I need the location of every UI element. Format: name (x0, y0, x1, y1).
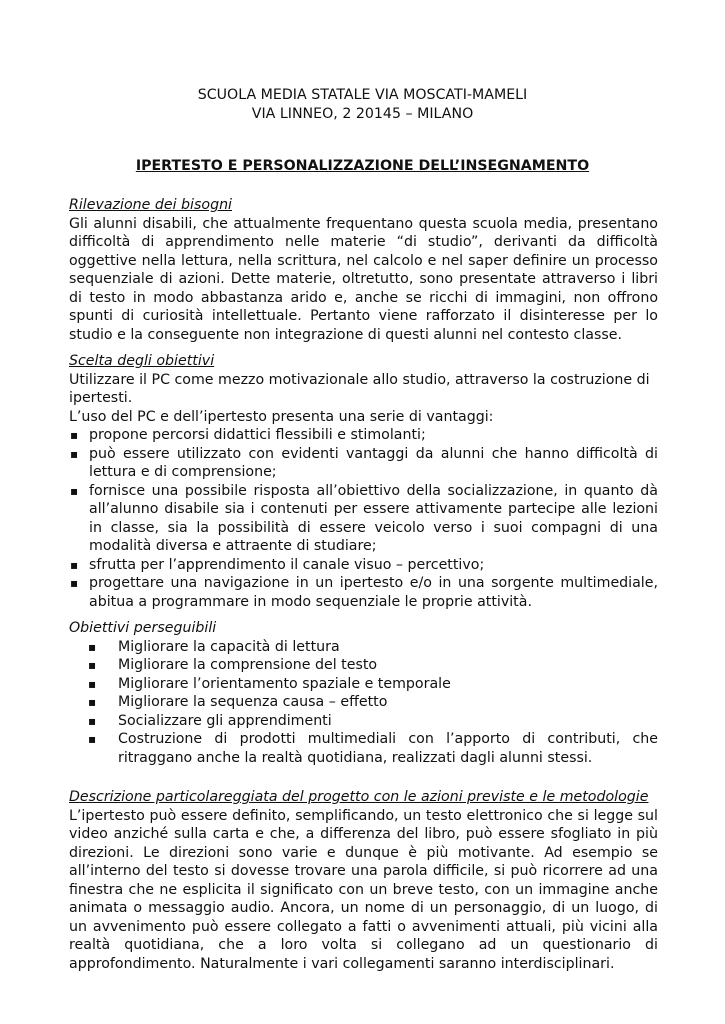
list-item: ▪ Migliorare la sequenza causa – effetto (88, 694, 388, 710)
section-heading: Rilevazione dei bisogni (69, 197, 233, 213)
paragraph: Utilizzare il PC come mezzo motivazionale allo studio, attraverso la costruzione di ipertesti. (69, 371, 650, 406)
school-header (0, 86, 725, 124)
bullet-square-icon: ▪ (88, 676, 97, 691)
section-scelta (69, 352, 658, 611)
list-item: ▪ può essere utilizzato con evidenti vantaggi da alunni che hanno difficoltà di lettura e di comprensione; (70, 445, 658, 480)
bullet-square-icon: ▪ (88, 695, 97, 709)
bullet-square-icon: ▪ (88, 713, 97, 728)
section-descrizione (69, 788, 658, 973)
bullet-square-icon: ▪ (70, 446, 79, 461)
section-heading: Obiettivi perseguibili (69, 620, 217, 636)
bullet-square-icon: ▪ (88, 732, 97, 746)
bullet-square-icon: ▪ (70, 557, 79, 572)
section-rilevazione (69, 196, 658, 344)
advantages-list (69, 426, 658, 611)
paragraph: L’ipertesto può essere definito, semplificando, un testo elettronico che si legge sul video anziché sulla carta e che, a differenza del libro, può essere sfogliato in più direzioni. Le direzioni sono varie e dunque è più motivante. Ad esempio se all’interno del testo si dovesse trovare una parola difficile, si può ricorrere ad una finestra che ne esplicita il significato con un breve testo, con un immagine anche animata o messaggio audio. Ancora, un nome di un personaggio, di un luogo, di un avvenimento può essere collegato a fatti o avvenimenti attuali, più vicini alla realtà quotidiana, che a loro volta si collegano ad un questionario di approfondimento. Naturalmente i vari collegamenti saranno interdisciplinari. (69, 807, 658, 972)
list-item: ▪ progettare una navigazione in un ipertesto e/o in una sorgente multimediale, abitua a programmare in modo sequenziale le proprie attività. (70, 575, 658, 610)
bullet-square-icon: ▪ (88, 658, 97, 672)
section-heading: Descrizione particolareggiata del progetto con le azioni previste e le metodologie (69, 789, 649, 805)
list-item: ▪ fornisce una possibile risposta all’obiettivo della socializzazione, in quanto dà all’alunno disabile sia i contenuti per essere attivamente partecipe alle lezioni in classe, sia la possibilità di essere veicolo verso i suoi compagni di una modalità diversa e attraente di studiare; (70, 482, 658, 554)
list-item: ▪ Migliorare la comprensione del testo (88, 657, 378, 673)
list-item: ▪ sfrutta per l’apprendimento il canale visuo – percettivo; (70, 556, 485, 573)
list-item: ▪ Socializzare gli apprendimenti (88, 712, 332, 729)
section-heading: Scelta degli obiettivi (69, 353, 215, 369)
list-item: ▪ Costruzione di prodotti multimediali con l’apporto di contributi, che ritraggano anche la realtà quotidiana, realizzati dagli alunni stessi. (88, 731, 658, 766)
list-item: ▪ Migliorare la capacità di lettura (88, 638, 340, 655)
list-item: ▪ Migliorare l’orientamento spaziale e temporale (88, 675, 451, 692)
list-item: ▪ propone percorsi didattici flessibili e stimolanti; (70, 427, 426, 443)
document-title: IPERTESTO E PERSONALIZZAZIONE DELL’INSEGNAMENTO (135, 158, 590, 174)
school-name: SCUOLA MEDIA STATALE VIA MOSCATI-MAMELI (197, 87, 528, 103)
bullet-square-icon: ▪ (70, 428, 79, 442)
bullet-square-icon: ▪ (88, 639, 97, 654)
document-body (69, 196, 658, 973)
objectives-list (69, 638, 658, 768)
section-obiettivi (69, 619, 658, 767)
bullet-square-icon: ▪ (70, 576, 79, 590)
school-address: VIA LINNEO, 2 20145 – MILANO (251, 106, 474, 122)
paragraph: Gli alunni disabili, che attualmente frequentano questa scuola media, presentano difficoltà di apprendimento nelle materie “di studio”, derivanti da difficoltà oggettive nella lettura, nella scrittura, nel calcolo e nel saper definire un processo sequenziale di azioni. Dette materie, oltretutto, sono presentate attraverso i libri di testo in modo abbastanza arido e, anche se ricchi di immagini, non offrono spunti di curiosità intellettuale. Pertanto viene rafforzato il disinteresse per lo studio e la conseguente non integrazione di questi alunni nel contesto classe. (69, 215, 658, 343)
bullet-square-icon: ▪ (70, 483, 79, 498)
paragraph: L’uso del PC e dell’ipertesto presenta una serie di vantaggi: (69, 408, 494, 425)
